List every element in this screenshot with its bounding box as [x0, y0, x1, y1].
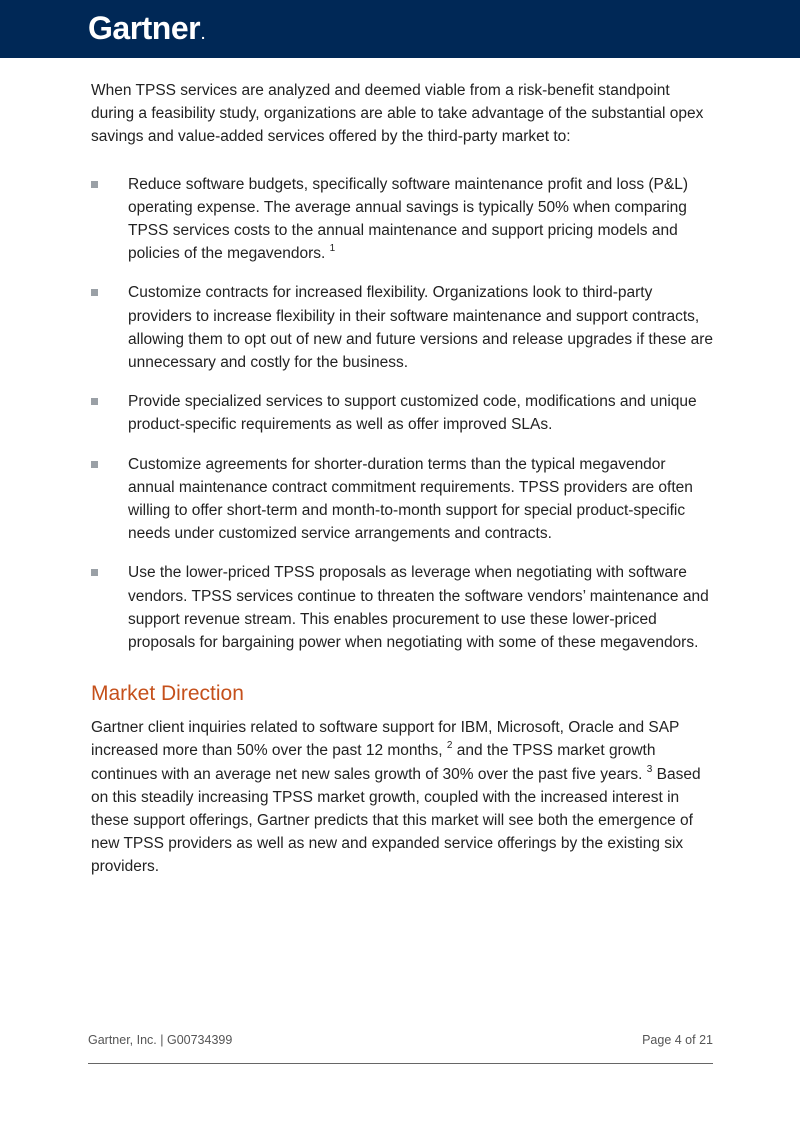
page-number: Page 4 of 21	[642, 1033, 713, 1047]
bullet-text: Customize agreements for shorter-duration terms than the typical megavendor annual maintenance contract commitment requirements. TPSS providers are often willing to offer short-term and month-to-month support for special product-specific needs under customized service arrangements and contracts.	[128, 455, 693, 543]
document-id: Gartner, Inc. | G00734399	[88, 1033, 233, 1047]
square-bullet-icon	[91, 398, 98, 405]
section-text-1: Gartner client inquiries related to software support for IBM, Microsoft, Oracle and SAP increased more than 50% over the past 12 months,	[91, 719, 680, 760]
header-bar	[0, 0, 800, 58]
bullet-text: Reduce software budgets, specifically software maintenance profit and loss (P&L) operating expense. The average annual savings is typically 50% when comparing TPSS services costs to the annual maintenance and support pricing models and policies of the megavendors.	[128, 175, 689, 263]
intro-paragraph: When TPSS services are analyzed and deemed viable from a risk-benefit standpoint during a feasibility study, organizations are able to take advantage of the substantial opex savings and value-added services offered by the third-party market to:	[91, 82, 704, 146]
section-paragraph	[91, 716, 716, 878]
footer-divider	[88, 1063, 713, 1064]
footnote-ref[interactable]: 2	[446, 740, 453, 752]
square-bullet-icon	[91, 181, 98, 188]
bullet-text: Provide specialized services to support customized code, modifications and unique product-specific requirements as well as offer improved SLAs.	[128, 393, 697, 434]
list-item	[91, 561, 716, 654]
footnote-ref[interactable]: 1	[329, 243, 336, 255]
page-content	[91, 79, 716, 879]
list-item	[91, 390, 716, 436]
square-bullet-icon	[91, 289, 98, 296]
logo-mark: .	[201, 26, 205, 42]
bullet-list	[91, 173, 716, 655]
square-bullet-icon	[91, 569, 98, 576]
list-item	[91, 173, 716, 266]
section-text-2: and the TPSS market growth continues with an average net new sales growth of 30% over the past five years.	[91, 742, 656, 783]
list-item	[91, 453, 716, 546]
footnote-ref[interactable]: 3	[646, 763, 653, 775]
section-text-3: Based on this steadily increasing TPSS market growth, coupled with the increased interest in these support offerings, Gartner predicts that this market will see both the emergence of new TPSS providers as well as new and expanded service offerings by the existing six providers.	[91, 765, 701, 876]
section-heading: Market Direction	[91, 682, 244, 706]
square-bullet-icon	[91, 461, 98, 468]
gartner-logo[interactable]	[88, 8, 204, 54]
bullet-text: Customize contracts for increased flexibility. Organizations look to third-party providers to increase flexibility in their software maintenance and support contracts, allowing them to opt out of new and future versions and release upgrades if these are unnecessary and costly for the business.	[128, 284, 714, 372]
logo-text: Gartner	[88, 10, 201, 46]
bullet-text: Use the lower-priced TPSS proposals as leverage when negotiating with software vendors. TPSS services continue to threaten the software vendors’ maintenance and support revenue stream. This enables procurement to use these lower-priced proposals for bargaining power when negotiating with some of these megavendors.	[128, 564, 709, 652]
list-item	[91, 281, 716, 374]
